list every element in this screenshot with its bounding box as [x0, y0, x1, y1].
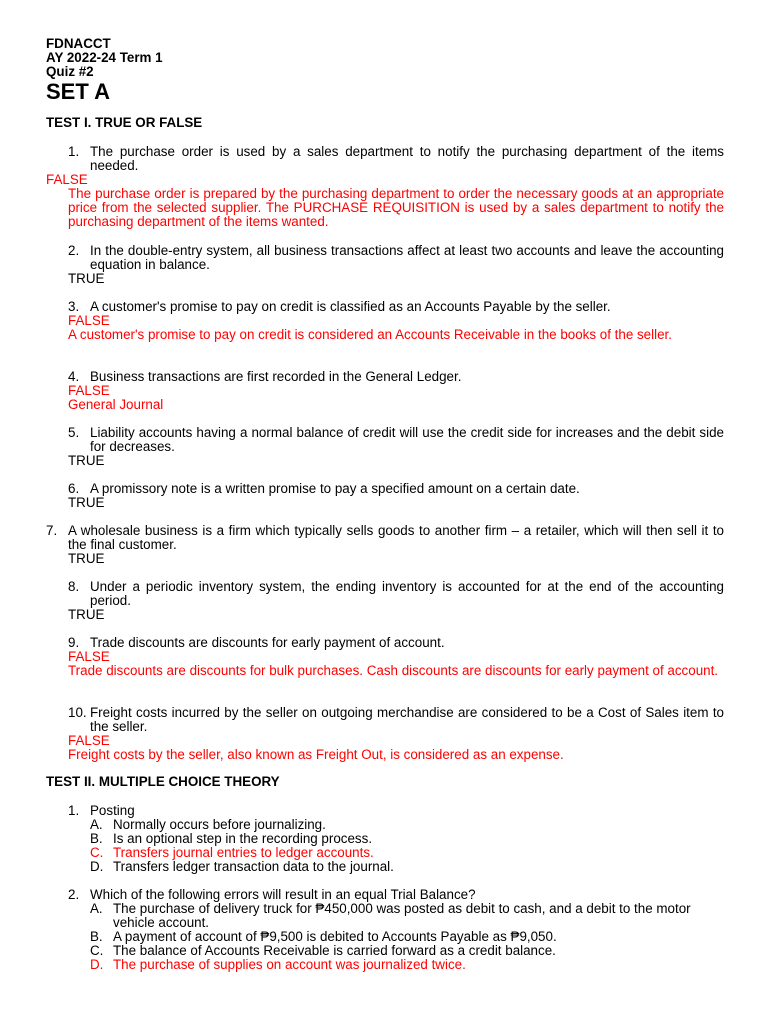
tf-question-1: [68, 145, 724, 173]
option-a: [68, 902, 724, 930]
question-number: 9.: [68, 635, 80, 650]
question-text: Posting: [90, 803, 135, 818]
option-b: [68, 832, 724, 846]
option-text: A payment of account of ₱9,500 is debited to Accounts Payable as ₱9,050.: [113, 929, 557, 944]
question-number: 1.: [68, 803, 80, 818]
question-text: In the double-entry system, all business transactions affect at least two accounts and leave the accounting equation in balance.: [90, 243, 724, 272]
tf-question-10: [68, 706, 724, 762]
question-text: A wholesale business is a firm which typically sells goods to another firm – a retailer, which will then sell it to the final customer.: [68, 523, 724, 552]
option-letter: C.: [90, 845, 104, 860]
academic-term: AY 2022-24 Term 1: [46, 50, 163, 65]
question-text: A promissory note is a written promise to pay a specified amount on a certain date.: [90, 481, 580, 496]
explanation-text: General Journal: [68, 397, 164, 412]
option-d-correct: [68, 958, 724, 972]
explanation-text: A customer's promise to pay on credit is considered an Accounts Receivable in the books of the seller.: [68, 327, 672, 342]
question-number: 5.: [68, 425, 80, 440]
option-text: The purchase of delivery truck for ₱450,000 was posted as debit to cash, and a debit to the motor vehicle account.: [113, 901, 691, 930]
option-text: The balance of Accounts Receivable is carried forward as a credit balance.: [113, 943, 556, 958]
explanation-text: The purchase order is prepared by the purchasing department to order the necessary goods at an appropriate price from the selected supplier. The PURCHASE REQUISITION is used by a sales department to notify the purchasing department of the items wanted.: [68, 186, 724, 229]
tf-question-3: [68, 300, 724, 342]
tf-answer-1: [46, 173, 724, 187]
question-number: 2.: [68, 887, 80, 902]
option-text: Normally occurs before journalizing.: [113, 817, 326, 832]
question-text: Freight costs incurred by the seller on outgoing merchandise are considered to be a Cost of Sales item to the seller.: [90, 705, 724, 734]
option-letter: D.: [90, 859, 104, 874]
option-text: Transfers ledger transaction data to the journal.: [113, 859, 394, 874]
tf-question-5: [68, 426, 724, 468]
option-letter: A.: [90, 817, 103, 832]
option-text: The purchase of supplies on account was journalized twice.: [113, 957, 466, 972]
option-letter: B.: [90, 831, 103, 846]
option-text: Transfers journal entries to ledger accounts.: [113, 845, 374, 860]
quiz-number: Quiz #2: [46, 64, 94, 79]
option-letter: A.: [90, 901, 103, 916]
test1-heading: TEST I. TRUE OR FALSE: [46, 115, 203, 130]
question-text: A customer's promise to pay on credit is classified as an Accounts Payable by the seller.: [90, 299, 611, 314]
option-b: [68, 930, 724, 944]
answer-label: FALSE: [68, 649, 110, 664]
mc-question-1: [68, 804, 724, 874]
option-letter: C.: [90, 943, 104, 958]
answer-label: FALSE: [46, 172, 88, 187]
question-text: Which of the following errors will result in an equal Trial Balance?: [90, 887, 476, 902]
answer-label: TRUE: [68, 551, 105, 566]
answer-label: TRUE: [68, 271, 105, 286]
option-letter: D.: [90, 957, 104, 972]
question-number: 8.: [68, 579, 80, 594]
explanation-text: Trade discounts are discounts for bulk purchases. Cash discounts are discounts for early payment of account.: [68, 663, 719, 678]
question-text: Under a periodic inventory system, the ending inventory is accounted for at the end of the accounting period.: [90, 579, 724, 608]
option-letter: B.: [90, 929, 103, 944]
tf-question-6: [68, 482, 724, 510]
question-number: 2.: [68, 243, 80, 258]
option-c: [68, 944, 724, 958]
option-a: [68, 818, 724, 832]
question-number: 6.: [68, 481, 80, 496]
question-text: Liability accounts having a normal balance of credit will use the credit side for increases and the debit side for decreases.: [90, 425, 724, 454]
answer-label: FALSE: [68, 383, 110, 398]
question-number: 3.: [68, 299, 80, 314]
answer-label: TRUE: [68, 607, 105, 622]
option-d: [68, 860, 724, 874]
question-number: 1.: [68, 144, 80, 159]
question-number: 4.: [68, 369, 80, 384]
option-text: Is an optional step in the recording process.: [113, 831, 373, 846]
tf-question-8: [68, 580, 724, 622]
set-title: SET A: [46, 79, 110, 104]
question-text: Trade discounts are discounts for early payment of account.: [90, 635, 445, 650]
answer-label: FALSE: [68, 313, 110, 328]
question-number: 7.: [46, 523, 58, 538]
tf-explanation-1: [68, 187, 724, 229]
option-c-correct: [68, 846, 724, 860]
explanation-text: Freight costs by the seller, also known as Freight Out, is considered as an expense.: [68, 747, 564, 762]
document-header: [46, 37, 163, 104]
question-number: 10.: [68, 705, 87, 720]
answer-label: TRUE: [68, 495, 105, 510]
question-text: The purchase order is used by a sales department to notify the purchasing department of the items needed.: [90, 144, 724, 173]
tf-question-4: [68, 370, 724, 412]
test2-heading: TEST II. MULTIPLE CHOICE THEORY: [46, 774, 280, 789]
tf-question-7: [46, 524, 724, 566]
mc-question-2: [68, 888, 724, 972]
answer-label: TRUE: [68, 453, 105, 468]
course-code: FDNACCT: [46, 36, 111, 51]
tf-question-9: [68, 636, 724, 678]
answer-label: FALSE: [68, 733, 110, 748]
question-text: Business transactions are first recorded in the General Ledger.: [90, 369, 462, 384]
tf-question-2: [68, 244, 724, 286]
